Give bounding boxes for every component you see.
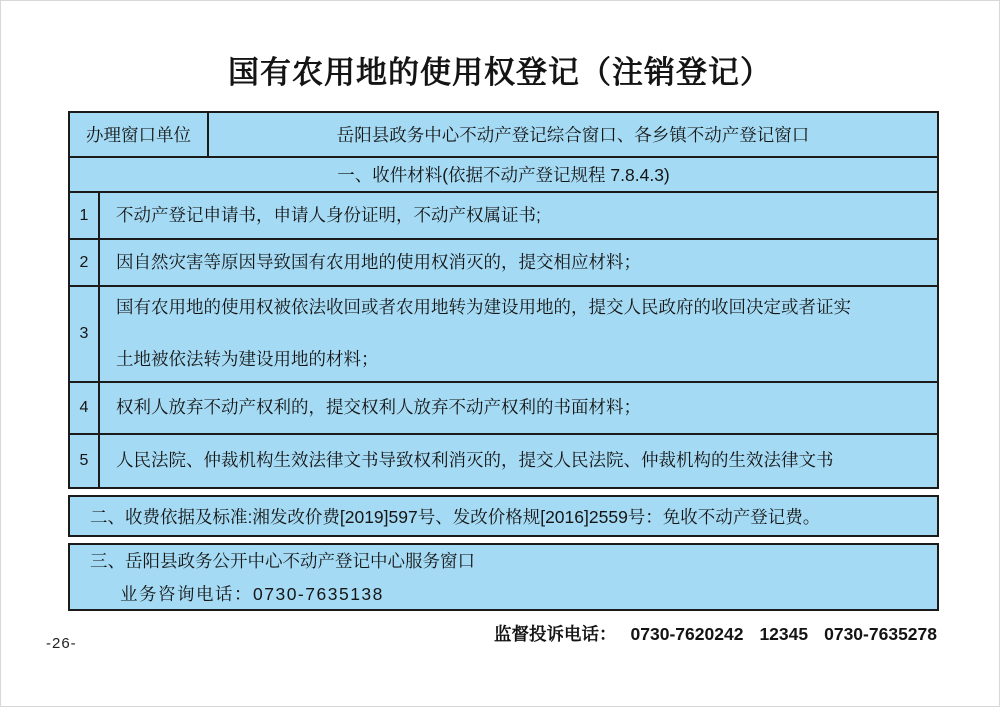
section1-header: 一、收件材料(依据不动产登记规程 7.8.4.3) — [70, 156, 937, 191]
window-unit-label: 办理窗口单位 — [70, 113, 209, 156]
row-text: 权利人放弃不动产权利的，提交权利人放弃不动产权利的书面材料； — [116, 397, 641, 418]
row-content — [100, 193, 937, 238]
row-text: 国有农用地的使用权被依法收回或者农用地转为建设用地的，提交人民政府的收回决定或者证实 — [116, 297, 851, 318]
row-number: 3 — [70, 287, 100, 381]
row-text: 因自然灾害等原因导致国有农用地的使用权消灭的，提交相应材料； — [116, 251, 641, 272]
row-content — [100, 383, 937, 433]
table-row — [70, 238, 937, 285]
row-content — [100, 435, 937, 487]
row-text: 人民法院、仲裁机构生效法律文书导致权利消灭的，提交人民法院、仲裁机构的生效法律文书 — [116, 450, 834, 471]
section2-box: 二、收费依据及标准:湘发改价费[2019]597号、发改价格规[2016]2559号：免收不动产登记费。 — [68, 495, 939, 537]
row-text: 土地被依法转为建设用地的材料； — [116, 349, 379, 369]
table-row — [70, 285, 937, 381]
table-row — [70, 381, 937, 433]
section3-box — [68, 543, 939, 611]
complaint-phone-label: 监督投诉电话： — [494, 624, 617, 644]
row-number: 4 — [70, 383, 100, 433]
page-title: 国有农用地的使用权登记（注销登记） — [228, 55, 772, 90]
row-content — [100, 287, 937, 381]
page-number: -26- — [46, 635, 77, 652]
row-number: 5 — [70, 435, 100, 487]
row-content — [100, 240, 937, 285]
complaint-phone-number: 0730-7620242 — [630, 624, 744, 644]
table-row — [70, 433, 937, 487]
section3-service-window: 三、岳阳县政务公开中心不动产登记中心服务窗口 — [90, 551, 475, 571]
row-number: 2 — [70, 240, 100, 285]
main-table-box — [68, 111, 939, 489]
row-text: 不动产登记申请书，申请人身份证明，不动产权属证书; — [116, 204, 541, 225]
table-row — [70, 191, 937, 238]
row-number: 1 — [70, 193, 100, 238]
window-unit-row — [70, 113, 937, 156]
section3-business-phone: 业务咨询电话：0730-7635138 — [120, 584, 384, 604]
window-unit-value: 岳阳县政务中心不动产登记综合窗口、各乡镇不动产登记窗口 — [336, 125, 810, 145]
complaint-phone-line — [494, 621, 937, 646]
complaint-phone-number: 0730-7635278 — [824, 624, 937, 644]
registration-table — [68, 111, 939, 611]
complaint-phone-number: 12345 — [759, 624, 809, 644]
